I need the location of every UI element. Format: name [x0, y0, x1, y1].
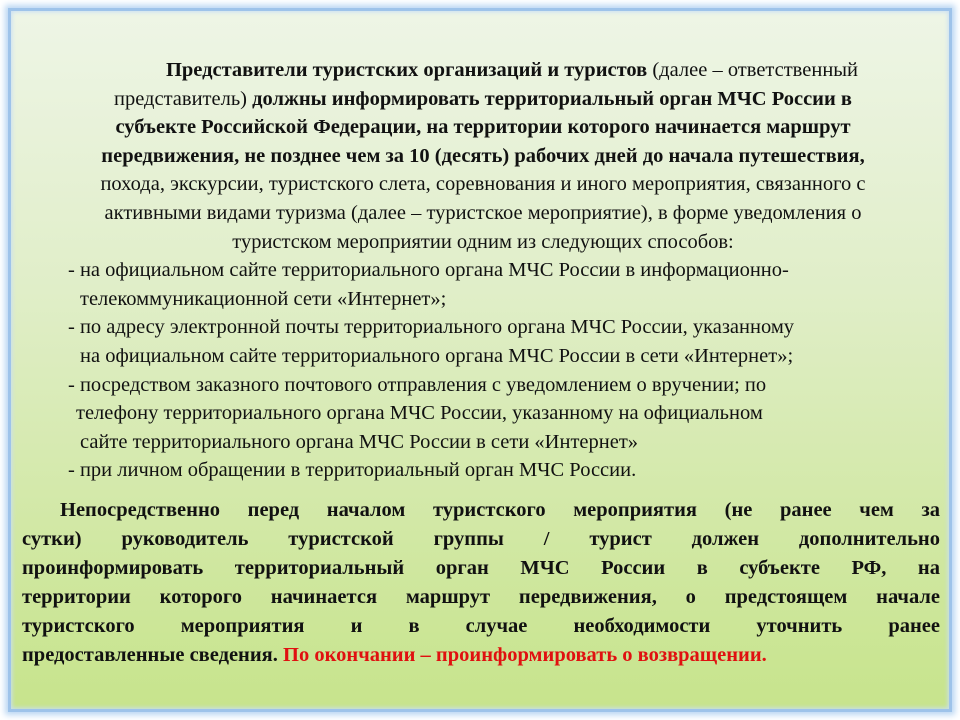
plain-text: представитель): [114, 87, 247, 110]
method-item-continuation: сайте территориального органа МЧС России в сети «Интернет»: [80, 430, 639, 453]
method-item: - при личном обращении в территориальный орган МЧС России.: [68, 459, 637, 482]
text-line: [34, 56, 932, 85]
method-item-continuation: телекоммуникационной сети «Интернет»;: [80, 287, 447, 310]
text-line: Непосредственно перед началом туристского мероприятия (не ранее чем за: [60, 499, 940, 521]
text-line: похода, экскурсии, туристского слета, соревнования и иного мероприятия, связанного с: [100, 173, 866, 196]
method-item: - посредством заказного почтового отправления с уведомлением о вручении; по: [68, 373, 767, 396]
text-line: активными видами туризма (далее – туристское мероприятие), в форме уведомления о: [104, 201, 862, 224]
pre-trip-paragraph: [22, 496, 940, 671]
method-item-continuation: на официальном сайте территориального органа МЧС России в сети «Интернет»;: [80, 344, 794, 367]
method-item: - по адресу электронной почты территориального органа МЧС России, указанному: [68, 316, 795, 339]
plain-bold-text: предоставленные сведения.: [22, 644, 284, 667]
text-line: туристского мероприятия и в случае необходимости уточнить ранее: [22, 615, 940, 638]
text-line: территории которого начинается маршрут передвижения, о предстоящем начале: [22, 586, 940, 609]
text-line: [34, 85, 932, 114]
text-line: сутки) руководитель туристской группы / турист должен дополнительно: [22, 528, 940, 551]
bold-text: должны информировать территориальный орган МЧС России в: [247, 87, 852, 110]
text-line: [22, 641, 940, 670]
bold-line: передвижения, не позднее чем за 10 (десять) рабочих дней до начала путешествия,: [101, 144, 865, 167]
bold-text: Представители туристских организаций и туристов: [165, 59, 648, 81]
method-item-continuation: телефону территориального органа МЧС России, указанному на официальном: [76, 402, 763, 425]
notification-paragraph: [34, 56, 932, 485]
highlighted-return-notice: По окончании – проинформировать о возвращении.: [283, 644, 767, 667]
text-line: проинформировать территориальный орган МЧС России в субъекте РФ, на: [22, 557, 940, 580]
method-item: - на официальном сайте территориального органа МЧС России в информационно-: [68, 259, 789, 282]
plain-text: (далее – ответственный: [647, 59, 859, 81]
text-line: туристском мероприятии одним из следующих способов:: [232, 230, 734, 253]
bold-line: субъекте Российской Федерации, на территории которого начинается маршрут: [115, 116, 851, 139]
